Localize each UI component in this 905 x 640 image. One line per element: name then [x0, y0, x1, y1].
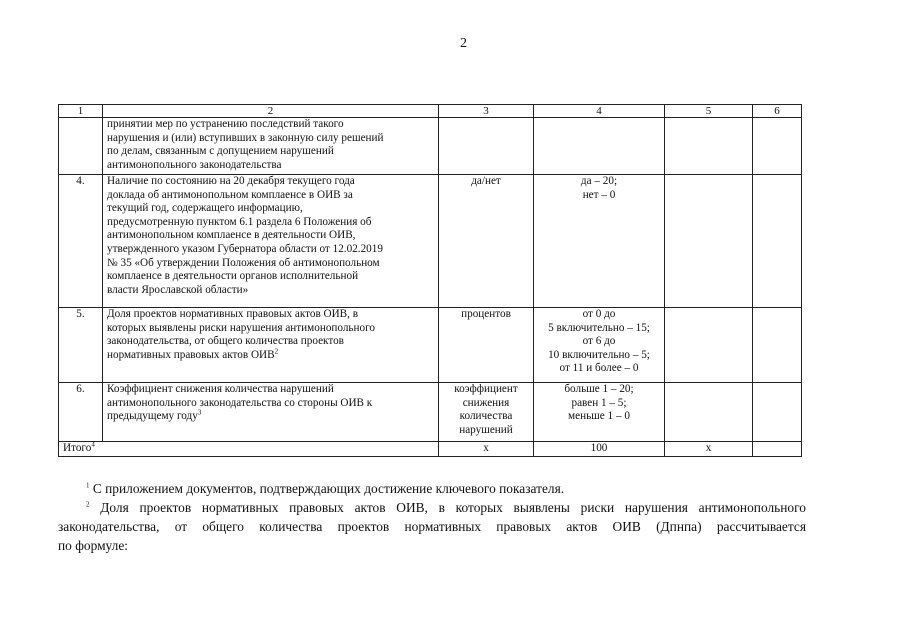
value-line: да – 20;: [580, 175, 618, 187]
description-line: предусмотренную пунктом 6.1 раздела 6 Положения об: [107, 215, 372, 228]
description-line: [107, 349, 434, 363]
total-col5: x: [665, 442, 753, 457]
unit-cell: [439, 175, 534, 308]
unit-line: количества: [459, 410, 513, 423]
description-line: [107, 410, 434, 424]
description-text: предыдущему году: [107, 410, 198, 423]
footnote-1: [86, 479, 806, 498]
empty-cell: [753, 175, 802, 308]
description-line: которых выявлены риски нарушения антимонопольного: [107, 321, 376, 334]
description-line: антимонопольного законодательства со стороны ОИВ к: [107, 396, 373, 409]
indicator-description: [103, 308, 439, 383]
total-row: [59, 442, 802, 457]
total-col6: [753, 442, 802, 457]
empty-cell: [665, 383, 753, 442]
value-line: больше 1 – 20;: [564, 383, 634, 395]
footnote-2-line1: [86, 498, 806, 517]
unit-line: процентов: [461, 308, 511, 320]
table-row: [59, 383, 802, 442]
footnote-ref: 2: [274, 347, 279, 356]
total-value: 100: [534, 442, 665, 457]
empty-cell: [753, 383, 802, 442]
table-row: [59, 118, 802, 175]
row-number: 4.: [59, 175, 103, 308]
unit-line: нарушений: [459, 423, 513, 436]
value-cell: [534, 383, 665, 442]
description-line: доклада об антимонопольном комплаенсе в ОИВ за: [107, 188, 353, 201]
footnote-marker: 2: [86, 500, 90, 509]
value-line: нет – 0: [582, 188, 616, 201]
empty-cell: [665, 118, 753, 175]
description-line: Наличие по состоянию на 20 декабря текущего года: [107, 175, 355, 187]
footnote-2-line2: законодательства, от общего количества проектов нормативных правовых актов ОИВ (Дпнпа) рассчитывается: [58, 519, 806, 534]
unit-line: снижения: [462, 396, 510, 409]
description-line: антимонопольном комплаенсе в деятельности ОИВ,: [107, 229, 356, 242]
value-line: от 11 и более – 0: [559, 362, 639, 375]
footnote-text: С приложением документов, подтверждающих достижение ключевого показателя.: [92, 481, 565, 496]
empty-cell: [753, 118, 802, 175]
unit-line: коэффициент: [454, 383, 518, 395]
description-line: антимонопольного законодательства: [107, 158, 282, 171]
table-row: [59, 175, 802, 308]
header-cell: 4: [534, 105, 665, 118]
table-row: [59, 308, 802, 383]
value-cell: [534, 308, 665, 383]
row-number: [59, 118, 103, 175]
unit-cell: [439, 308, 534, 383]
total-label: [59, 442, 439, 457]
footnote-ref: 4: [91, 440, 95, 449]
empty-cell: [753, 308, 802, 383]
unit-cell: [439, 383, 534, 442]
value-cell: [534, 118, 665, 175]
unit-cell: [439, 118, 534, 175]
table-header-row: [59, 105, 802, 118]
indicator-description: [103, 118, 439, 175]
footnote-text: Доля проектов нормативных правовых актов ОИВ, в которых выявлены риски нарушения антимонопольного: [100, 500, 806, 515]
header-cell: 2: [103, 105, 439, 118]
value-line: от 6 до: [582, 335, 616, 348]
description-line: власти Ярославской области»: [107, 283, 249, 296]
value-cell: [534, 175, 665, 308]
description-line: утвержденного указом Губернатора области от 12.02.2019: [107, 242, 383, 255]
footnote-marker: 1: [86, 481, 90, 490]
unit-line: да/нет: [471, 175, 501, 187]
description-line: № 35 «Об утверждении Положения об антимонопольном: [107, 256, 380, 269]
empty-cell: [665, 308, 753, 383]
footnotes: [58, 479, 806, 555]
value-line: 10 включительно – 5;: [548, 348, 650, 361]
footnote-ref: 3: [197, 408, 202, 417]
total-unit: x: [439, 442, 534, 457]
row-number: 5.: [59, 308, 103, 383]
page-number: 2: [460, 36, 467, 51]
header-cell: 6: [753, 105, 802, 118]
header-cell: 5: [665, 105, 753, 118]
empty-cell: [665, 175, 753, 308]
row-number: 6.: [59, 383, 103, 442]
footnote-2-line3: по формуле:: [58, 538, 128, 553]
value-line: равен 1 – 5;: [571, 396, 627, 409]
total-label-text: Итого: [63, 442, 92, 454]
description-line: Коэффициент снижения количества нарушений: [107, 383, 334, 395]
description-text: нормативных правовых актов ОИВ: [107, 348, 275, 361]
header-cell: 3: [439, 105, 534, 118]
indicator-description: [103, 383, 439, 442]
description-line: принятии мер по устранению последствий такого: [107, 118, 344, 130]
indicator-description: [103, 175, 439, 308]
kpi-table: [58, 104, 802, 457]
description-line: Доля проектов нормативных правовых актов ОИВ, в: [107, 308, 359, 320]
description-line: текущий год, содержащего информацию,: [107, 202, 303, 215]
value-line: меньше 1 – 0: [568, 410, 630, 423]
description-line: нарушения и (или) вступивших в законную силу решений: [107, 131, 384, 144]
value-line: 5 включительно – 15;: [548, 321, 650, 334]
description-line: законодательства, от общего количества проектов: [107, 335, 344, 348]
header-cell: 1: [59, 105, 103, 118]
description-line: по делам, связанным с допущением нарушений: [107, 145, 334, 158]
description-line: комплаенсе в деятельности органов исполнительной: [107, 270, 359, 283]
value-line: от 0 до: [582, 308, 616, 320]
